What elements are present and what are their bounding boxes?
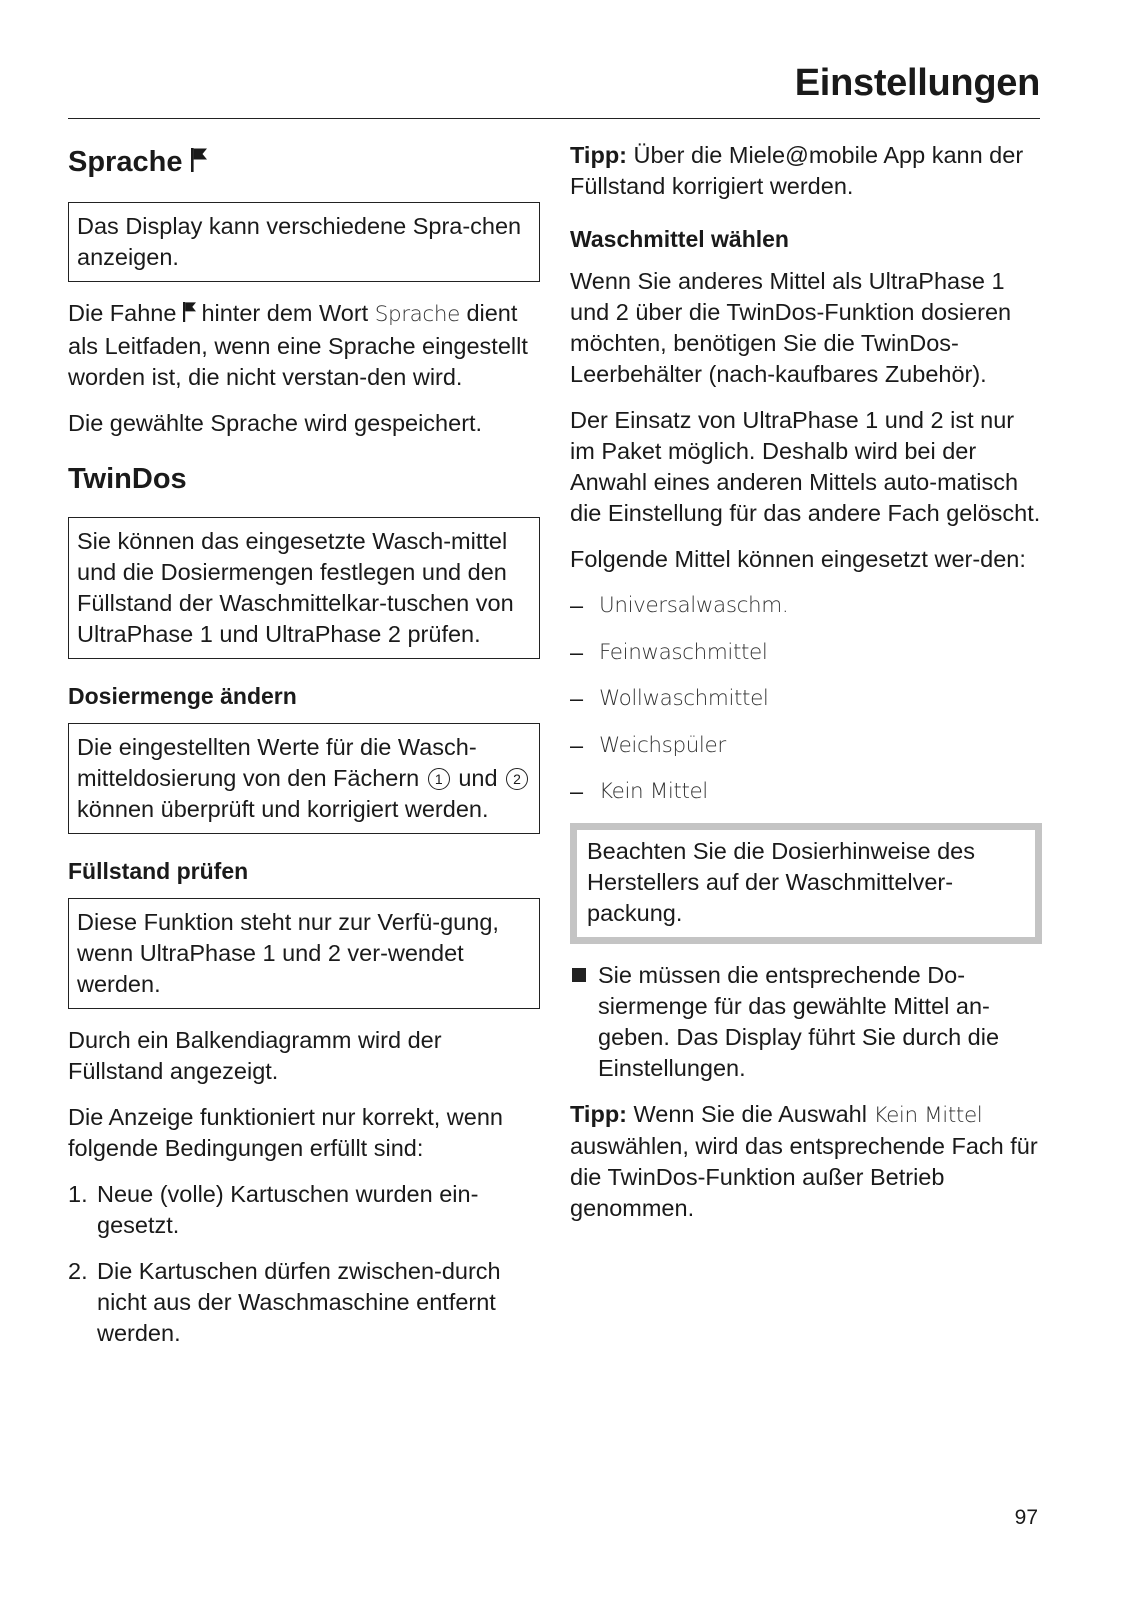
list-item [570, 960, 1042, 1084]
list-item [68, 1179, 540, 1241]
page-title: Einstellungen [794, 62, 1040, 104]
list-item [570, 776, 1042, 807]
info-box-fuellstand-text: Diese Funktion steht nur zur Verfü-gung, wenn UltraPhase 1 und 2 ver-wendet werden. [77, 909, 499, 997]
list-item-number: 1. [68, 1181, 88, 1207]
header-rule [68, 118, 1040, 119]
flag-icon [182, 300, 197, 331]
list-item [570, 637, 1042, 668]
text-fragment: hinter dem Wort [201, 300, 369, 326]
list-item [570, 590, 1042, 621]
circled-number-icon: 1 [428, 768, 450, 790]
section-heading-sprache [68, 144, 540, 182]
paragraph-leerbehaelter: Wenn Sie anderes Mittel als UltraPhase 1 und 2 über die TwinDos-Funktion dosieren möchten, benötigen Sie die TwinDos-Leerbehälter (nach-kaufbares Zubehör). [570, 268, 1012, 387]
text-fragment: und [458, 765, 498, 791]
info-box-fuellstand [68, 898, 540, 1009]
tip-app [570, 140, 1042, 202]
note-box-dosierhinweise [570, 823, 1042, 944]
info-box-sprache [68, 202, 540, 282]
display-term: Wollwaschmittel [599, 686, 769, 711]
dash: – [570, 685, 584, 711]
dash: – [570, 592, 584, 618]
tip-label: Tipp: [570, 142, 627, 168]
list-item-text: Die Kartuschen dürfen zwischen-durch nicht aus der Waschmaschine entfernt werden. [97, 1258, 501, 1346]
tip-text: Über die Miele@mobile App kann der Füllstand korrigiert werden. [570, 142, 1024, 199]
text-fragment: dient als Leitfaden, wenn eine Sprache eingestellt worden ist, die nicht verstan-den wird. [68, 300, 528, 390]
paragraph-gespeichert: Die gewählte Sprache wird gespeichert. [68, 410, 483, 436]
subheading-dosiermenge: Dosiermenge ändern [68, 683, 297, 709]
display-term: Universalwaschm. [599, 593, 789, 618]
square-bullet-icon [570, 960, 598, 1084]
text-fragment: können überprüft und korrigiert werden. [77, 796, 489, 822]
list-item [570, 683, 1042, 714]
paragraph-balkendiagramm: Durch ein Balkendiagramm wird der Füllstand angezeigt. [68, 1027, 442, 1084]
text-fragment: Die Fahne [68, 300, 177, 326]
note-box-text: Beachten Sie die Dosierhinweise des Herstellers auf der Waschmittelver-packung. [587, 837, 975, 926]
tip-kein-mittel [570, 1099, 1042, 1224]
display-term: Feinwaschmittel [599, 639, 768, 665]
list-item [570, 730, 1042, 761]
text-fragment: auswählen, wird das entsprechende Fach für die TwinDos-Funktion außer Betrieb genommen. [570, 1132, 1038, 1221]
list-item-number: 2. [68, 1258, 88, 1284]
conditions-list [68, 1179, 540, 1349]
right-column [570, 140, 1042, 1239]
page-number: 97 [1014, 1506, 1038, 1529]
paragraph-mittel: Folgende Mittel können eingesetzt wer-den: [570, 546, 1026, 572]
list-item [68, 1256, 540, 1349]
display-term: Weichspüler [599, 732, 726, 758]
info-box-twindos-text: Sie können das eingesetzte Wasch-mittel und die Dosiermengen festlegen und den Füllstand der Waschmittelkar-tuschen von UltraPhase 1 und UltraPhase 2 prüfen. [77, 528, 514, 647]
dash: – [570, 731, 584, 758]
subheading-waschmittel: Waschmittel wählen [570, 226, 789, 252]
dash: – [570, 778, 584, 804]
text-fragment: Wenn Sie die Auswahl [633, 1100, 867, 1127]
display-term-sprache: Sprache [374, 302, 460, 327]
paragraph-fahne [68, 298, 540, 393]
circled-number-icon: 2 [506, 768, 528, 790]
info-box-sprache-text: Das Display kann verschiedene Spra-chen anzeigen. [77, 213, 522, 270]
display-term-kein-mittel: Kein Mittel [873, 1102, 983, 1128]
flag-icon [190, 146, 208, 182]
section-heading-twindos: TwinDos [68, 463, 187, 495]
list-item-text: Sie müssen die entsprechende Do-siermenge für das gewählte Mittel an-geben. Das Display führt Sie durch die Einstellungen. [598, 961, 1000, 1081]
list-item-text: Neue (volle) Kartuschen wurden ein-gesetzt. [97, 1181, 479, 1238]
section-heading-sprache-label: Sprache [68, 146, 183, 178]
display-term: Kein Mittel [599, 779, 708, 804]
tip-label: Tipp: [570, 1100, 627, 1127]
subheading-fuellstand: Füllstand prüfen [68, 858, 249, 884]
info-box-dosiermenge [68, 723, 540, 834]
paragraph-bedingungen: Die Anzeige funktioniert nur korrekt, wenn folgende Bedingungen erfüllt sind: [68, 1104, 503, 1161]
paragraph-paket: Der Einsatz von UltraPhase 1 und 2 ist nur im Paket möglich. Deshalb wird bei der Anwahl eines anderen Mittels auto-matisch die Einstellung für das andere Fach gelöscht. [570, 407, 1041, 526]
left-column [68, 140, 540, 1364]
text-fragment: Die eingestellten Werte für die Wasch-mitteldosierung von den Fächern [77, 734, 477, 791]
dash: – [570, 638, 584, 665]
info-box-twindos [68, 517, 540, 659]
action-list [570, 960, 1042, 1084]
mittel-list [570, 590, 1042, 807]
